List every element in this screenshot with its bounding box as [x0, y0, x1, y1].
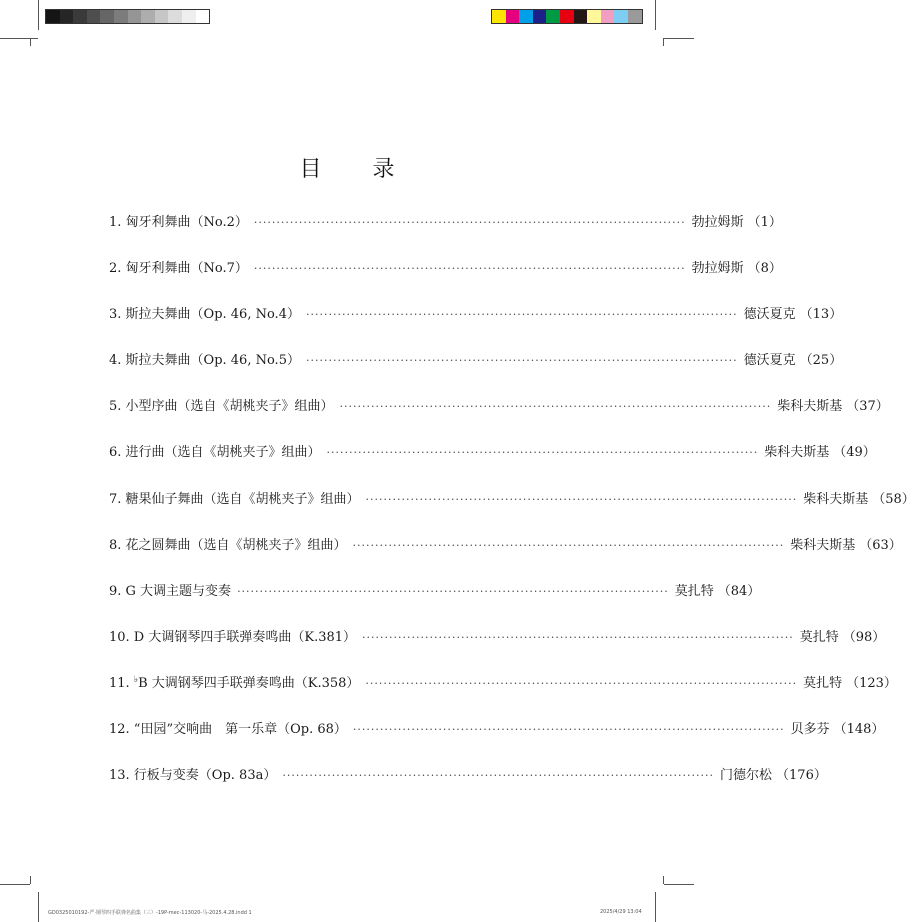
gray-swatch [128, 10, 142, 23]
toc-entry[interactable] [109, 582, 761, 628]
crop-mark [38, 892, 39, 922]
gray-swatch [87, 10, 101, 23]
color-swatch [492, 10, 506, 23]
toc-entry-page: （98） [842, 629, 886, 645]
print-slug-date: 2025/4/29 13:04 [600, 909, 642, 915]
toc-entry-page: （37） [846, 399, 889, 415]
toc-entry-composer: 德沃夏克 [743, 353, 796, 369]
leader-dots: ································································································ [352, 723, 785, 737]
toc-entry-title [109, 674, 359, 695]
toc-entry-page: （25） [799, 353, 843, 369]
crop-mark [30, 38, 38, 39]
crop-mark [30, 38, 31, 46]
gray-swatch [46, 10, 60, 23]
leader-dots: ································································································ [339, 400, 772, 414]
color-swatch [519, 10, 533, 23]
toc-entry-title: 1. 匈牙利舞曲（No.2） [109, 215, 248, 230]
toc-entry-page: （148） [833, 722, 885, 738]
toc-entry-title: 10. D 大调钢琴四手联弹奏鸣曲（K.381） [109, 629, 357, 645]
toc-entry-composer: 莫扎特 [799, 629, 839, 645]
gray-swatch [155, 10, 169, 23]
toc-entry-page: （176） [776, 768, 827, 784]
toc-entry-composer: 勃拉姆斯 [691, 215, 744, 230]
crop-mark [663, 38, 664, 46]
gray-swatch [114, 10, 128, 23]
toc-entry-title: 2. 匈牙利舞曲（No.7） [109, 261, 248, 277]
crop-mark [663, 876, 664, 884]
toc-entry-page: （1） [747, 215, 782, 230]
toc-entry-title: 5. 小型序曲（选自《胡桃夹子》组曲） [109, 399, 334, 415]
color-swatch [560, 10, 574, 23]
toc-entry[interactable] [109, 536, 902, 582]
leader-dots: ································································································ [253, 262, 686, 276]
toc-entry[interactable] [109, 213, 782, 259]
leader-dots: ································································································ [352, 538, 785, 552]
color-swatch [614, 10, 628, 23]
crop-mark [655, 0, 656, 30]
toc-entry[interactable] [109, 259, 782, 305]
toc-entry-title: 3. 斯拉夫舞曲（Op. 46, No.4） [109, 307, 300, 323]
leader-dots: ································································································ [365, 676, 798, 690]
toc-entry[interactable] [109, 351, 843, 397]
gray-swatch [196, 10, 210, 23]
crop-mark [0, 884, 30, 885]
color-swatch [601, 10, 615, 23]
toc-entry-page: （13） [799, 307, 843, 323]
toc-entry[interactable] [109, 628, 886, 674]
toc-entry-title-text: B 大调钢琴四手联弹奏鸣曲（K.358） [138, 675, 360, 691]
toc-entry-page: （63） [859, 537, 902, 553]
toc-entry[interactable] [109, 490, 915, 536]
toc-entry[interactable] [109, 766, 827, 812]
leader-dots: ································································································ [253, 216, 686, 229]
gray-swatch [141, 10, 155, 23]
color-swatch [628, 10, 642, 23]
leader-dots: ································································································ [326, 446, 759, 460]
color-swatch [546, 10, 560, 23]
gray-swatch [182, 10, 196, 23]
crop-mark [664, 884, 694, 885]
toc-entry-page: （8） [747, 261, 782, 277]
toc-entry-composer: 柴科夫斯基 [803, 491, 869, 507]
toc-entry-composer: 贝多芬 [790, 722, 830, 738]
color-calibration-bar [491, 9, 643, 24]
page-title: 目 录 [299, 157, 417, 182]
toc-entry-page: （123） [846, 675, 897, 691]
color-swatch [506, 10, 520, 23]
toc-entry-page: （58） [872, 491, 915, 507]
toc-entry-composer: 柴科夫斯基 [764, 445, 830, 461]
table-of-contents [109, 213, 915, 812]
gray-swatch [60, 10, 74, 23]
crop-mark [38, 0, 39, 30]
toc-entry-title: 6. 进行曲（选自《胡桃夹子》组曲） [109, 445, 321, 461]
leader-dots: ································································································ [362, 630, 794, 644]
toc-entry-title: 13. 行板与变奏（Op. 83a） [109, 768, 277, 784]
toc-entry-page: （49） [833, 445, 876, 461]
toc-entry[interactable] [109, 443, 876, 489]
toc-entry[interactable] [109, 305, 843, 351]
crop-mark [30, 876, 31, 884]
crop-mark [655, 892, 656, 922]
leader-dots: ································································································ [305, 354, 738, 368]
color-swatch [587, 10, 601, 23]
leader-dots: ································································································ [237, 584, 669, 598]
toc-entry-title: 7. 糖果仙子舞曲（选自《胡桃夹子》组曲） [109, 491, 360, 507]
toc-entry[interactable] [109, 397, 889, 443]
toc-entry[interactable] [109, 674, 897, 720]
toc-entry-title: 12. “田园”交响曲 第一乐章（Op. 68） [109, 722, 347, 738]
toc-entry-title: 4. 斯拉夫舞曲（Op. 46, No.5） [109, 353, 300, 369]
gray-swatch [168, 10, 182, 23]
toc-entry-page: （84） [717, 583, 761, 599]
flat-symbol: ♭ [133, 674, 139, 685]
color-swatch [574, 10, 588, 23]
toc-entry-composer: 勃拉姆斯 [691, 261, 744, 277]
color-swatch [533, 10, 547, 23]
leader-dots: ································································································ [365, 492, 798, 506]
gray-swatch [100, 10, 114, 23]
toc-entry-composer: 莫扎特 [803, 675, 843, 691]
print-slug-file: GD0325010192-严·钢琴四手联弹名曲集（三）-19P-mec-113020-马-2025.4.28.indd 1 [48, 910, 252, 916]
toc-entry-composer: 德沃夏克 [743, 307, 796, 323]
toc-entry[interactable] [109, 720, 885, 766]
toc-entry-number: 11. [109, 675, 134, 691]
toc-entry-composer: 莫扎特 [674, 583, 714, 599]
toc-entry-title: 8. 花之圆舞曲（选自《胡桃夹子》组曲） [109, 537, 347, 553]
toc-entry-composer: 柴科夫斯基 [777, 399, 843, 415]
toc-entry-title: 9. G 大调主题与变奏 [109, 583, 232, 599]
toc-entry-composer: 柴科夫斯基 [790, 537, 856, 553]
toc-entry-composer: 门德尔松 [720, 768, 773, 784]
crop-mark [664, 38, 694, 39]
gray-calibration-bar [45, 9, 210, 24]
gray-swatch [73, 10, 87, 23]
leader-dots: ································································································ [282, 769, 715, 783]
crop-mark [0, 38, 30, 39]
leader-dots: ································································································ [305, 308, 738, 322]
